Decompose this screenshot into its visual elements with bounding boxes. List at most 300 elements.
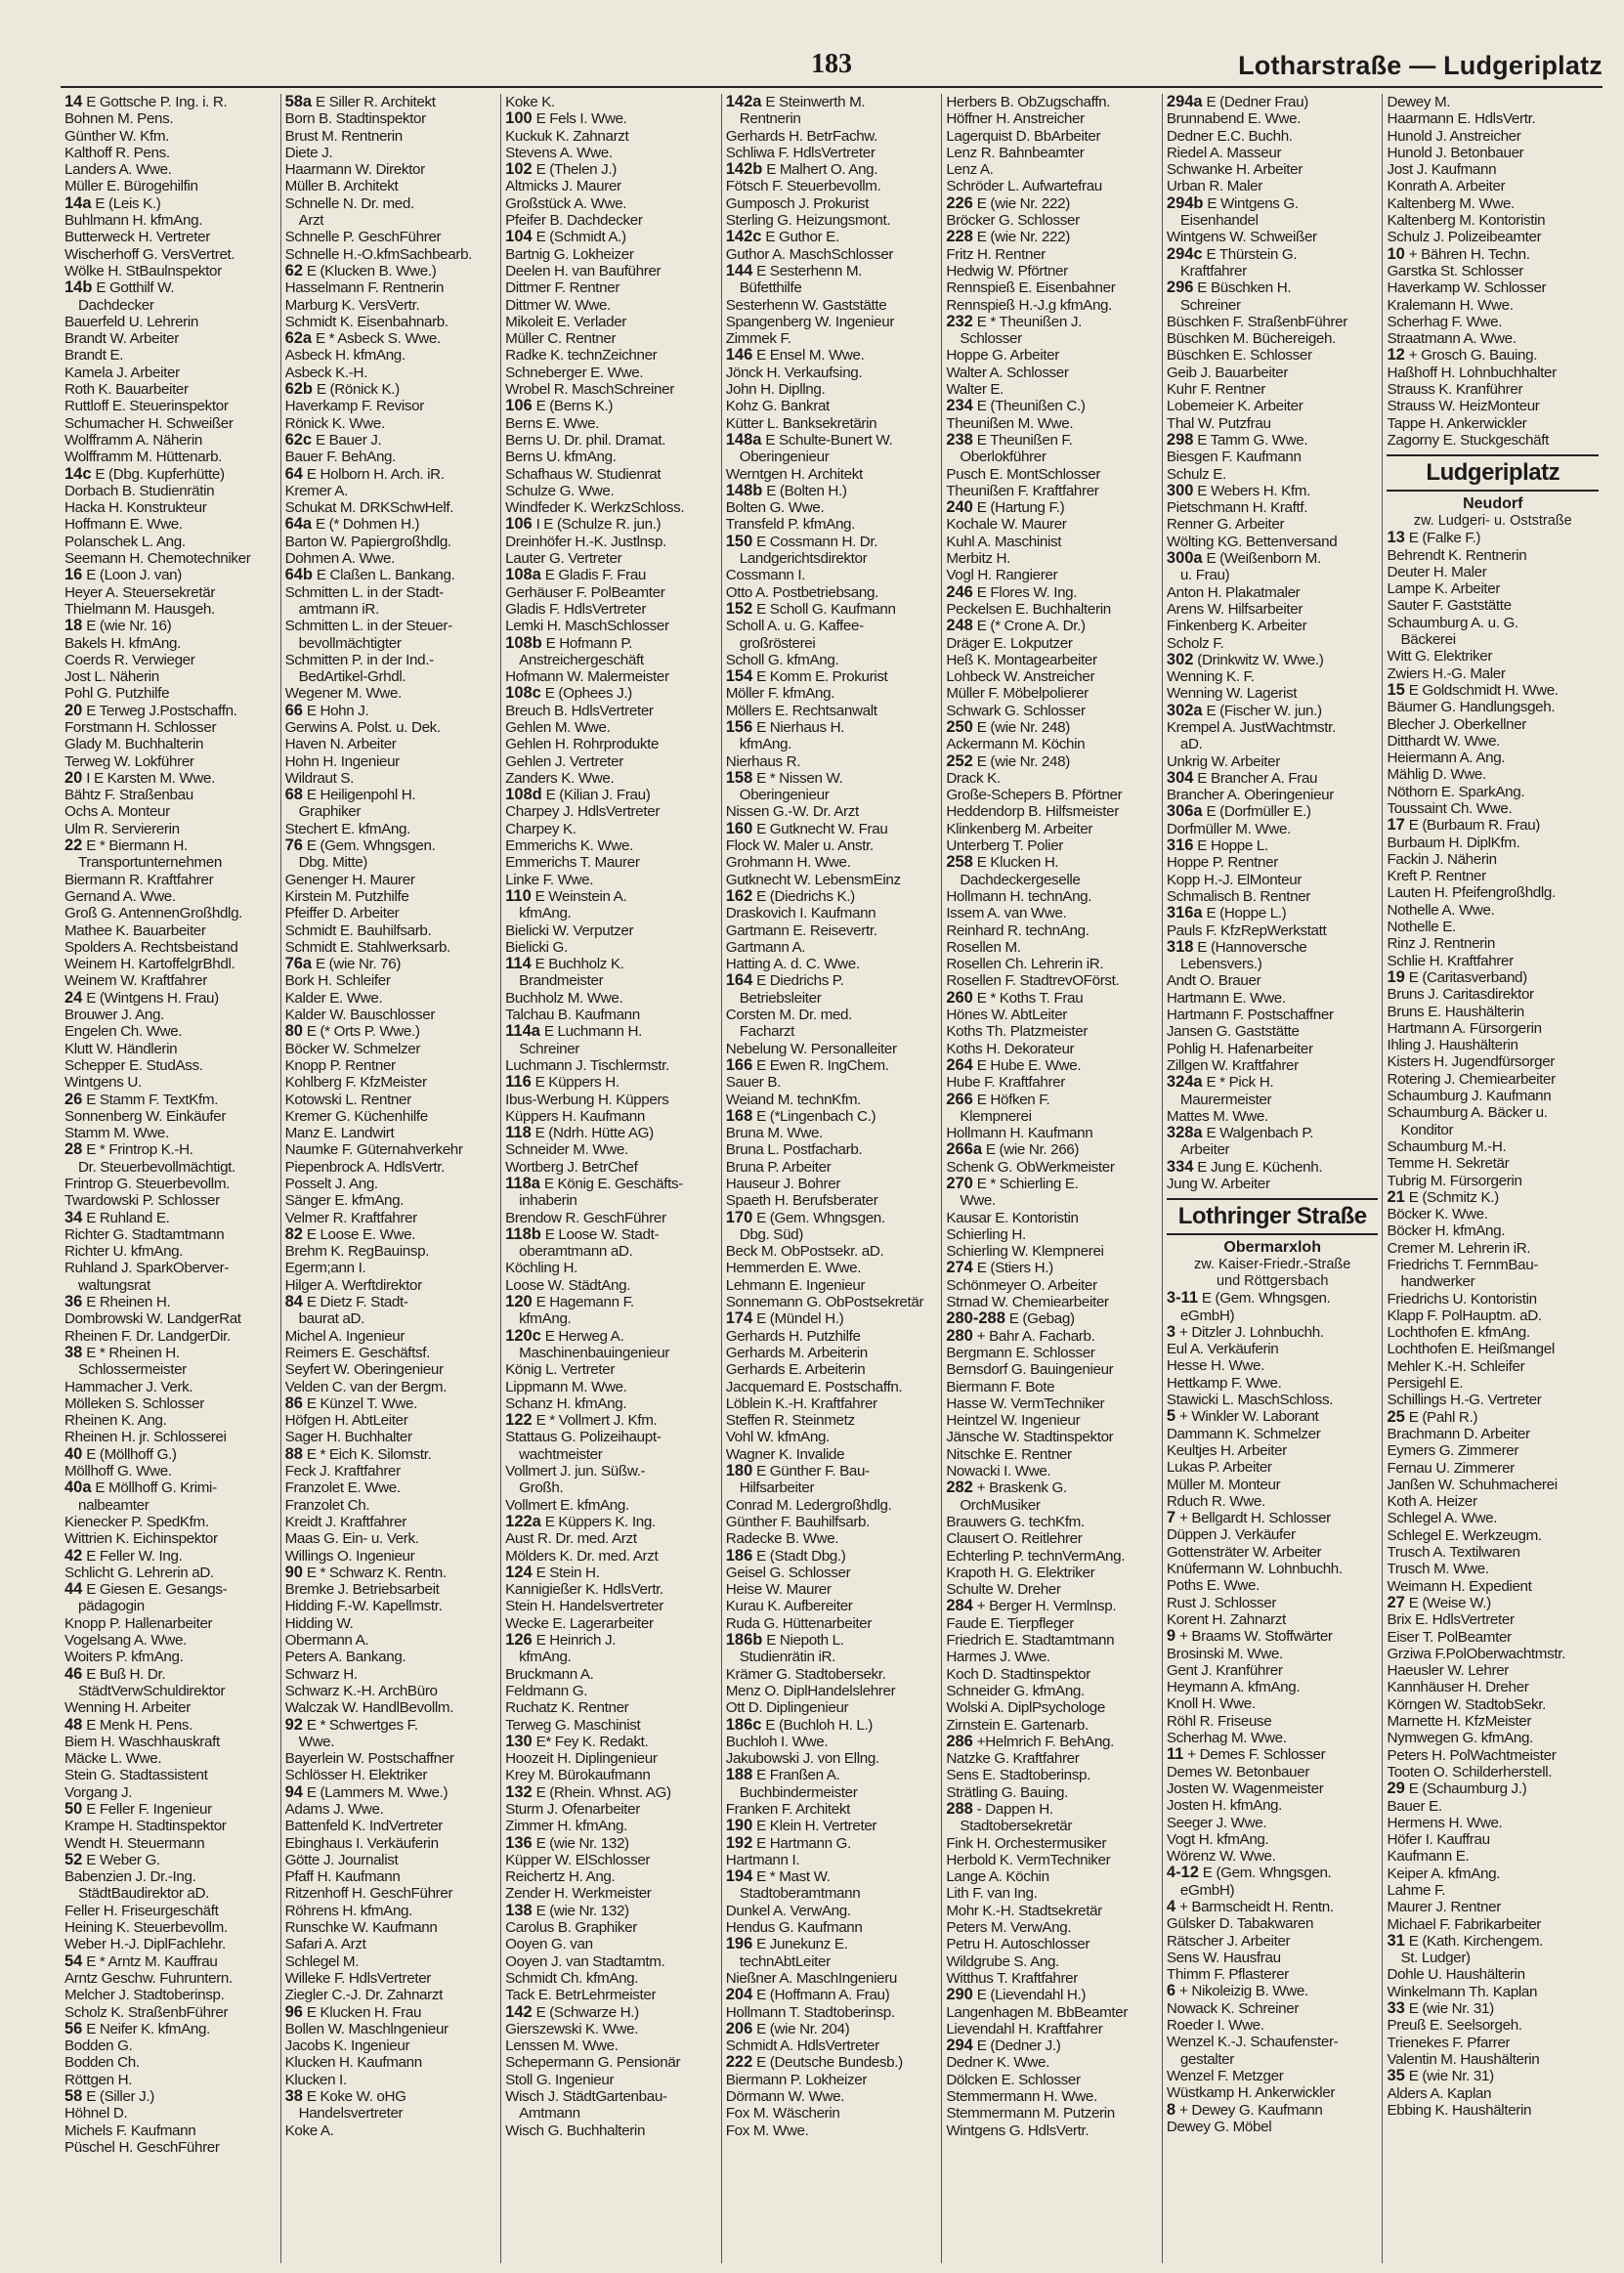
entry-text: Thal W. Putzfrau [1166,414,1271,432]
resident-entry [505,770,717,787]
district-name: Obermarxloh [1223,1239,1321,1257]
resident-entry [505,618,717,634]
entry-text: Rheinen H. jr. Schlosserei [64,1429,227,1446]
entry-text: Großstück A. Wwe. [505,194,627,212]
resident-entry [1387,902,1599,919]
entry-text: E (Fischer W. jun.) [1206,702,1322,719]
house-number: 154 [725,668,753,686]
entry-text: Lievendahl H. Kraftfahrer [946,2020,1103,2037]
resident-entry [1167,1176,1379,1192]
resident-entry [1167,753,1379,770]
house-number: 118b [505,1225,541,1243]
entry-text: Engelen Ch. Wwe. [64,1023,183,1041]
entry-text: Natzke G. Kraftfahrer [946,1750,1080,1768]
resident-entry [946,1530,1158,1547]
entry-text: Schlosser [960,330,1022,348]
resident-entry [726,635,938,652]
resident-entry [1167,145,1379,161]
entry-text: Pauls F. KfzRepWerkstatt [1166,922,1327,939]
house-number: 102 [505,161,533,179]
house-number: 280 [946,1327,973,1345]
resident-entry [1387,1527,1599,1544]
resident-entry [1387,1037,1599,1053]
resident-entry [726,787,938,803]
resident-entry [505,1277,717,1294]
entry-text: E * Frintrop K.-H. [86,1141,193,1159]
entry-text: Carolus B. Graphiker [505,1919,637,1937]
resident-entry [1167,1477,1379,1493]
entry-text: E (Stiers H.) [976,1260,1053,1277]
resident-entry [726,1141,938,1158]
entry-text: Kohz G. Bankrat [725,398,830,415]
house-number-entry [1167,1510,1379,1526]
entry-text: E (Caritasverband) [1408,968,1527,986]
entry-text: technAbtLeiter [739,1952,831,1970]
house-number: 5 [1166,1408,1176,1426]
resident-entry [285,550,497,567]
entry-text: Ebbing K. Haushälterin [1387,2101,1532,2119]
house-number: 4 [1166,1898,1176,1915]
entry-text: E (Berns K.) [535,398,614,415]
resident-entry [946,1885,1158,1902]
house-number-entry [946,854,1158,871]
entry-text: Buhlmann H. kfmAng. [64,212,203,230]
resident-entry [285,1361,497,1378]
house-number-entry [64,1141,277,1158]
resident-entry [505,1987,717,2003]
resident-entry [64,1903,277,1919]
entry-text: Küpper W. ElSchlosser [505,1851,651,1868]
entry-text: Buchloh I. Wwe. [725,1733,829,1750]
entry-text: Brouwer J. Ang. [64,1007,164,1024]
entry-text: E Weber G. [86,1851,160,1868]
resident-entry [285,635,497,652]
entry-text: E Theunißen F. [976,431,1073,449]
house-number: 270 [946,1176,973,1192]
house-number-entry [1387,969,1599,986]
resident-entry [726,1565,938,1581]
resident-entry [505,972,717,989]
resident-entry [285,1970,497,1987]
entry-text: Ulm R. Serviererin [64,820,180,837]
house-number-entry [946,1598,1158,1614]
entry-text: E (* Dohmen H.) [315,516,420,534]
entry-text: Lohbeck W. Anstreicher [946,668,1095,686]
entry-text: Spolders A. Rechtsbeistand [64,938,238,956]
entry-text: Keultjes H. Arbeiter [1166,1441,1287,1459]
resident-entry [1167,1966,1379,1983]
entry-text: Radecke B. Wwe. [725,1530,839,1548]
entry-text: Schnelle N. Dr. med. [284,194,414,212]
street-extent-note: zw. Ludgeri- u. Oststraße [1413,513,1572,530]
house-number: 126 [505,1632,533,1650]
house-number-entry [1167,939,1379,956]
resident-entry [285,1683,497,1699]
resident-entry [505,499,717,516]
entry-text: u. Frau) [1179,567,1230,584]
entry-text: E Sesterhenn M. [756,262,863,279]
entry-text: E Niepoth L. [766,1632,844,1650]
entry-text: Gerhards H. BetrFachw. [725,127,877,145]
entry-text: Theunißen F. Kraftfahrer [946,482,1099,499]
entry-text: E Terweg J.Postschaffn. [86,702,237,719]
entry-text: Schmidt A. HdlsVertreter [725,2037,879,2055]
entry-text: Hesse H. Wwe. [1166,1357,1264,1375]
entry-text: Möllers E. Rechtsanwalt [725,702,877,719]
entry-text: Nöthorn E. SparkAng. [1387,783,1525,800]
resident-entry [505,2123,717,2139]
entry-text: Schmidt E. Stahlwerksarb. [284,938,450,956]
resident-entry [1387,1848,1599,1865]
house-number-entry [726,1108,938,1125]
entry-text: Scholl A. u. G. Kaffee- [725,618,864,635]
resident-entry [726,415,938,432]
entry-text: Nebelung W. Personalleiter [725,1040,897,1057]
entry-text: Günther W. Kfm. [64,127,170,145]
house-number: 334 [1166,1158,1194,1176]
resident-entry [1387,1273,1599,1290]
entry-text: Gerhards M. Arbeiterin [725,1344,868,1361]
entry-text: Altmicks J. Maurer [505,178,621,195]
house-number-entry [64,1852,277,1868]
resident-entry [1167,1595,1379,1611]
entry-text: Gehlen J. Vertreter [505,752,623,770]
entry-text: Büschken M. Büchereigeh. [1166,330,1336,348]
entry-text: Lenz R. Bahnbeamter [946,144,1085,161]
entry-text: Kaufmann E. [1387,1848,1470,1866]
resident-entry [946,1514,1158,1530]
resident-entry [1387,1426,1599,1442]
house-number: 114 [505,956,532,973]
resident-entry [726,550,938,567]
resident-entry [64,145,277,161]
entry-text: Hube F. Kraftfahrer [946,1074,1065,1092]
house-number-entry [1387,530,1599,546]
entry-text: Heddendorp B. Hilfsmeister [946,803,1119,821]
house-number: 120 [505,1294,533,1311]
entry-text: E Küppers H. [534,1074,620,1092]
entry-text: E * Asbeck S. Wwe. [315,330,441,348]
house-number-entry [505,1412,717,1429]
house-number-entry [285,1226,497,1243]
house-number: 234 [946,398,973,415]
entry-text: Dammann K. Schmelzer [1166,1425,1321,1442]
resident-entry [1167,161,1379,178]
resident-entry [64,584,277,601]
entry-text: E König E. Geschäfts- [543,1176,683,1192]
entry-text: Spaeth H. Berufsberater [725,1192,878,1210]
entry-text: E Luchmann H. [543,1023,642,1041]
resident-entry [946,415,1158,432]
resident-entry [1167,1526,1379,1543]
entry-text: Kreidt J. Kraftfahrer [284,1513,406,1530]
entry-text: Lith F. van Ing. [946,1885,1038,1903]
entry-text: Ritzenhoff H. GeschFührer [284,1885,453,1903]
resident-entry [1387,1104,1599,1121]
house-number: 282 [946,1480,973,1497]
house-number-entry [285,787,497,803]
resident-entry [1387,784,1599,800]
entry-text: E Feller F. Ingenieur [86,1800,212,1818]
entry-text: Große-Schepers B. Pförtner [946,787,1123,804]
street-heading: Ludgeriplatz [1387,454,1599,492]
house-number: 40 [64,1445,83,1463]
resident-entry [726,1277,938,1294]
entry-text: + Braskenk G. [976,1480,1067,1497]
resident-entry [285,1429,497,1445]
house-number: 54 [64,1952,83,1970]
entry-text: Geisel G. Schlosser [725,1564,851,1581]
entry-text: Peters H. PolWachtmeister [1387,1746,1557,1764]
entry-text: Dbg. Süd) [739,1225,803,1243]
house-number: 36 [64,1294,83,1311]
entry-text: E (Schmitz K.) [1408,1188,1499,1206]
resident-entry [505,1361,717,1378]
entry-text: Kurau K. Aufbereiter [725,1598,853,1615]
resident-entry [1387,597,1599,614]
resident-entry [946,178,1158,194]
house-number: 284 [946,1598,973,1615]
entry-text: Schlie H. Kraftfahrer [1387,952,1514,969]
entry-text: E Bauer J. [315,431,382,449]
entry-text: Ditthardt W. Wwe. [1387,732,1501,750]
entry-text: Guthor A. MaschSchlosser [725,245,894,263]
entry-text: E Ewen R. IngChem. [756,1056,889,1074]
resident-entry [64,668,277,685]
resident-entry [64,516,277,533]
resident-entry [1167,297,1379,314]
house-number-entry [64,837,277,854]
resident-entry [946,837,1158,854]
house-number-entry [1387,1189,1599,1206]
house-number: 316 [1166,837,1194,855]
entry-text: Heining K. Steuerbevollm. [64,1919,228,1937]
house-number: 288 [946,1800,973,1818]
resident-entry [946,601,1158,618]
entry-text: Konditor [1400,1121,1454,1138]
entry-text: Wendt H. Steuermann [64,1834,205,1852]
house-number-entry [64,2088,277,2105]
entry-text: Bauerfeld U. Lehrerin [64,313,199,330]
entry-text: E (wie Nr. 248) [976,718,1070,736]
resident-entry [1387,1240,1599,1257]
entry-text: Thielmann M. Hausgeh. [64,600,215,618]
resident-entry [285,821,497,837]
house-number: 148a [725,431,762,449]
resident-entry [285,1699,497,1716]
resident-entry [64,1734,277,1750]
resident-entry [726,297,938,314]
resident-entry [1167,415,1379,432]
entry-text: Hermens H. Wwe. [1387,1814,1503,1831]
entry-text: E Hohn J. [306,702,369,719]
entry-text: Zagorny E. Stuckgeschäft [1387,431,1549,449]
entry-text: Schmitten L. in der Steuer- [284,618,452,635]
resident-entry [64,449,277,465]
entry-text: E Stein H. [535,1564,600,1581]
resident-entry [1387,94,1599,110]
house-number: 3-11 [1166,1290,1199,1308]
entry-text: Lukas P. Arbeiter [1166,1459,1272,1477]
resident-entry [1387,1477,1599,1493]
house-number-entry [1167,1324,1379,1341]
house-number-entry [285,330,497,347]
entry-text: Hoozeit H. Diplingenieur [505,1750,658,1768]
house-number-entry [285,1446,497,1463]
resident-entry [726,685,938,702]
resident-entry [1387,919,1599,935]
entry-text: Sterling G. Heizungsmont. [725,212,891,230]
entry-text: E Heiligenpohl H. [306,787,416,804]
entry-text: Müller M. Monteur [1166,1476,1281,1493]
entry-text: E (Leis K.) [95,194,161,212]
resident-entry [1167,2034,1379,2050]
house-number: 14 [64,94,83,110]
entry-text: Kienecker P. SpedKfm. [64,1513,209,1530]
resident-entry [285,685,497,702]
resident-entry [1167,347,1379,364]
entry-text: Dorfmüller M. Wwe. [1166,820,1291,837]
entry-text: Harmes J. Wwe. [946,1649,1050,1666]
entry-text: - Dappen H. [976,1800,1053,1818]
resident-entry [946,1784,1158,1801]
district-name: Neudorf [1463,495,1523,513]
entry-text: StädtBaudirektor aD. [78,1885,209,1903]
resident-entry [1167,854,1379,871]
resident-entry [946,279,1158,296]
house-number: 118 [505,1125,532,1142]
resident-entry [64,905,277,922]
resident-entry [726,145,938,161]
house-number: 290 [946,1987,973,2004]
entry-text: Klinkenberg M. Arbeiter [946,820,1093,837]
resident-entry [64,1936,277,1952]
resident-entry [505,195,717,212]
resident-entry [1167,1459,1379,1476]
resident-entry [285,1801,497,1818]
resident-entry [64,2037,277,2054]
house-number-entry [946,1057,1158,1074]
entry-text: Walczak W. HandlBevollm. [284,1699,454,1717]
resident-entry [285,449,497,465]
entry-text: Rheinen F. Dr. LandgerDir. [64,1327,231,1345]
entry-text: Dr. Steuerbevollmächtigt. [78,1158,235,1176]
entry-text: E (Ndrh. Hütte AG) [534,1125,654,1142]
resident-entry [726,1497,938,1514]
house-number-entry [1167,1746,1379,1763]
entry-text: Velden C. van der Bergm. [284,1378,448,1395]
house-number: 136 [505,1834,533,1852]
resident-entry [946,1767,1158,1783]
resident-entry [1167,229,1379,245]
entry-text: E Steinwerth M. [765,94,866,110]
entry-text: Deelen H. van Bauführer [505,262,662,279]
house-number-entry [64,195,277,212]
entry-text: Brandmeister [519,972,604,990]
resident-entry [64,297,277,314]
entry-text: Klapp F. PolHauptm. aD. [1387,1307,1542,1324]
resident-entry [726,1699,938,1716]
house-number: 186b [725,1632,763,1650]
resident-entry [726,110,938,127]
resident-entry [1387,1696,1599,1713]
entry-text: Keiper A. kfmAng. [1387,1865,1501,1882]
house-number: 162 [725,887,753,905]
entry-text: Brehm K. RegBauinsp. [284,1243,430,1261]
resident-entry [64,1429,277,1445]
entry-text: Höffner H. Anstreicher [946,110,1085,128]
house-number: 42 [64,1547,83,1565]
resident-entry [505,1395,717,1412]
entry-text: Schepper E. StudAss. [64,1056,203,1074]
house-number-entry [726,1936,938,1952]
entry-text: Tooten O. Schilderherstell. [1387,1763,1553,1780]
entry-text: Schneberger E. Wwe. [505,364,644,381]
resident-entry [64,1632,277,1649]
resident-entry [726,2123,938,2139]
entry-text: E (wie Nr. 76) [315,956,402,973]
entry-text: Mählig D. Wwe. [1387,766,1486,784]
entry-text: Schwark G. Schlosser [946,702,1086,719]
resident-entry [505,1310,717,1327]
entry-text: Dbg. Mitte) [298,854,367,872]
entry-text: Stemmermann M. Putzerin [946,2105,1115,2123]
entry-text: E (Kilian J. Frau) [545,787,651,804]
entry-text: Rätscher J. Arbeiter [1166,1932,1291,1950]
entry-text: E Weinstein A. [534,887,627,905]
resident-entry [726,398,938,414]
entry-text: Kremer G. Küchenhilfe [284,1107,428,1125]
resident-entry [285,1057,497,1074]
entry-text: Richter U. kfmAng. [64,1243,184,1261]
entry-text: Schulze G. Wwe. [505,482,615,499]
entry-text: Knopp P. Hallenarbeiter [64,1614,213,1632]
resident-entry [285,1041,497,1057]
entry-text: Scherhag F. Wwe. [1387,313,1503,330]
house-number-entry [726,1717,938,1734]
resident-entry [726,1446,938,1463]
resident-entry [285,584,497,601]
resident-entry [64,1514,277,1530]
house-number: 186c [725,1716,762,1734]
house-number-entry [505,1632,717,1649]
entry-text: Willings O. Ingenieur [284,1547,415,1565]
entry-text: E * Rheinen H. [86,1344,180,1361]
entry-text: OrchMusiker [960,1496,1041,1514]
entry-text: E Herweg A. [544,1327,624,1345]
entry-text: E (Gem. Whngsgen. [306,837,436,855]
street-extent-note: und Röttgersbach [1216,1273,1329,1290]
resident-entry [946,145,1158,161]
resident-entry [1387,1882,1599,1899]
resident-entry [64,1497,277,1514]
entry-text: E (wie Nr. 31) [1408,2068,1494,2085]
resident-entry [1387,110,1599,127]
resident-entry [285,2105,497,2122]
resident-entry [1167,1141,1379,1158]
entry-text: E (Deutsche Bundesb.) [756,2054,903,2072]
entry-text: eGmbH) [1179,1881,1235,1899]
resident-entry [1167,922,1379,939]
entry-text: Asbeck K.-H. [284,364,367,381]
resident-entry [1387,1950,1599,1966]
entry-text: Bauer E. [1387,1797,1442,1815]
resident-entry [64,1412,277,1429]
house-number-entry [285,837,497,854]
entry-text: Koke K. [505,94,555,110]
resident-entry [285,1548,497,1565]
entry-text: Marnette H. KfzMeister [1387,1713,1532,1731]
